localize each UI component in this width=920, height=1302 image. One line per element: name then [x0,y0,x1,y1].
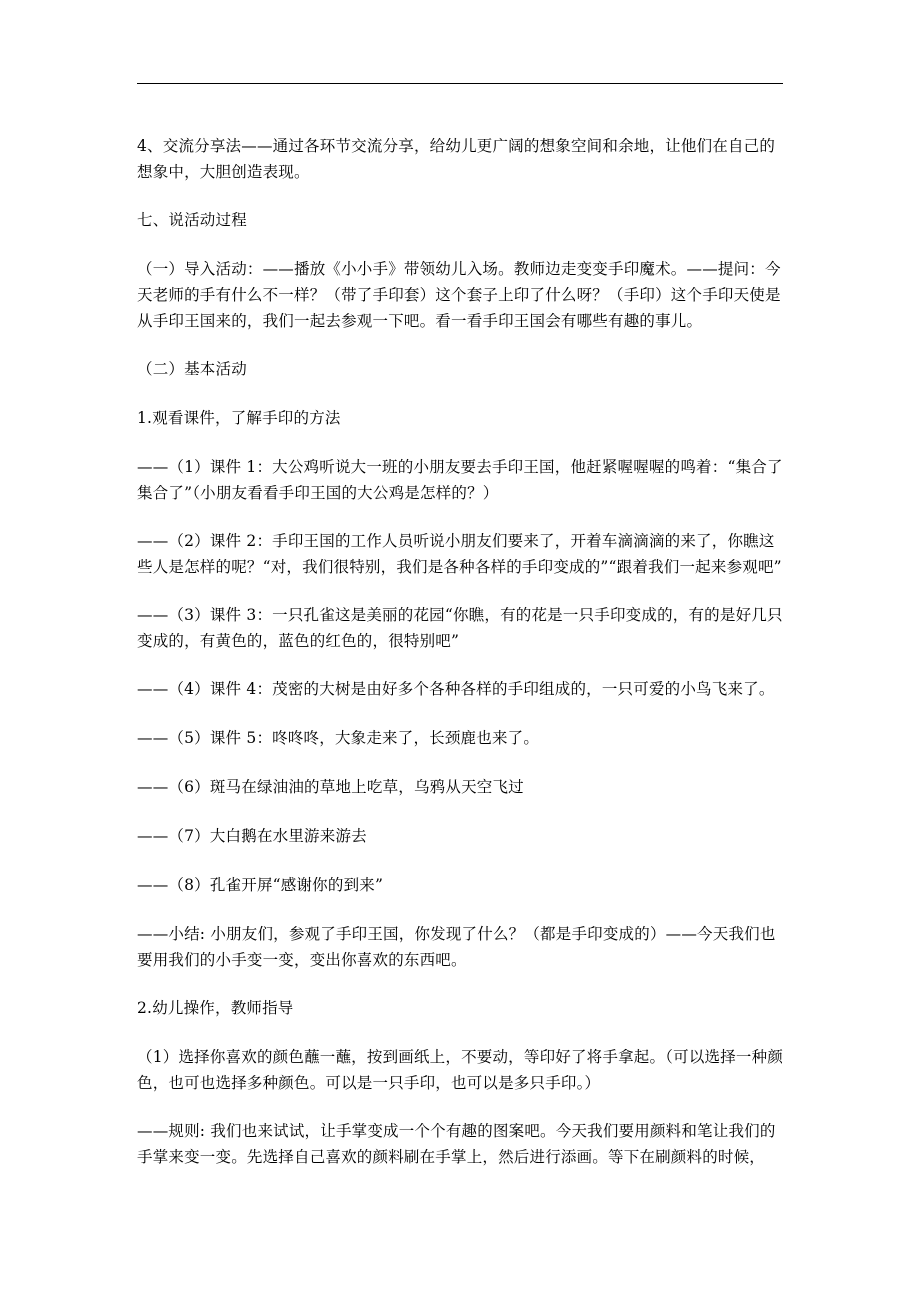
paragraph-courseware-1: ——（1）课件 1：大公鸡听说大一班的小朋友要去手印王国，他赶紧喔喔喔的鸣着：“集合了集合了”（小朋友看看手印王国的大公鸡是怎样的？） [137,458,783,502]
paragraph-item-8: ——（8）孔雀开屏“感谢你的到来” [137,876,384,894]
paragraph-courseware-5: ——（5）课件 5：咚咚咚，大象走来了，长颈鹿也来了。 [137,729,540,747]
document-body [137,133,785,1192]
header-rule [137,83,783,84]
paragraph-step-1: （1）选择你喜欢的颜色蘸一蘸，按到画纸上，不要动，等印好了将手拿起。（可以选择一种颜色，也可也选择多种颜色。可以是一只手印，也可以是多只手印。） [137,1048,784,1092]
paragraph-item-6: ——（6）斑马在绿油油的草地上吃草，乌鸦从天空飞过 [137,778,524,796]
subheading-watch-courseware: 1.观看课件，了解手印的方法 [137,409,341,427]
paragraph-method-4: 4、交流分享法——通过各环节交流分享，给幼儿更广阔的想象空间和余地，让他们在自己的想象中，大胆创造表现。 [137,137,776,181]
subheading-basic-activity: （二）基本活动 [137,360,247,378]
paragraph-courseware-3: ——（3）课件 3：一只孔雀这是美丽的花园“你瞧，有的花是一只手印变成的，有的是好几只变成的，有黄色的，蓝色的红色的，很特别吧” [137,606,783,650]
paragraph-item-7: ——（7）大白鹅在水里游来游去 [137,827,367,845]
subheading-child-operation: 2.幼儿操作，教师指导 [137,999,294,1017]
paragraph-rules: ——规则: 我们也来试试，让手掌变成一个个有趣的图案吧。今天我们要用颜料和笔让我们的手掌来变一变。先选择自己喜欢的颜料刷在手掌上，然后进行添画。等下在刷颜料的时候， [137,1122,776,1166]
paragraph-intro-activity: （一）导入活动：——播放《小小手》带领幼儿入场。教师边走变变手印魔术。——提问：今天老师的手有什么不一样？（带了手印套）这个套子上印了什么呀？（手印）这个手印天使是从手印王国来的，我们一起去参观一下吧。看一看手印王国会有哪些有趣的事儿。 [137,260,781,330]
paragraph-courseware-4: ——（4）课件 4：茂密的大树是由好多个各种各样的手印组成的，一只可爱的小鸟飞来了。 [137,680,775,698]
paragraph-summary: ——小结: 小朋友们，参观了手印王国，你发现了什么？（都是手印变成的）——今天我们也要用我们的小手变一变，变出你喜欢的东西吧。 [137,925,776,969]
paragraph-courseware-2: ——（2）课件 2：手印王国的工作人员听说小朋友们要来了，开着车滴滴滴的来了，你瞧这些人是怎样的呢？“对，我们很特别，我们是各种各样的手印变成的”“跟着我们一起来参观吧” [137,532,782,576]
section-heading-7: 七、说活动过程 [137,211,247,229]
